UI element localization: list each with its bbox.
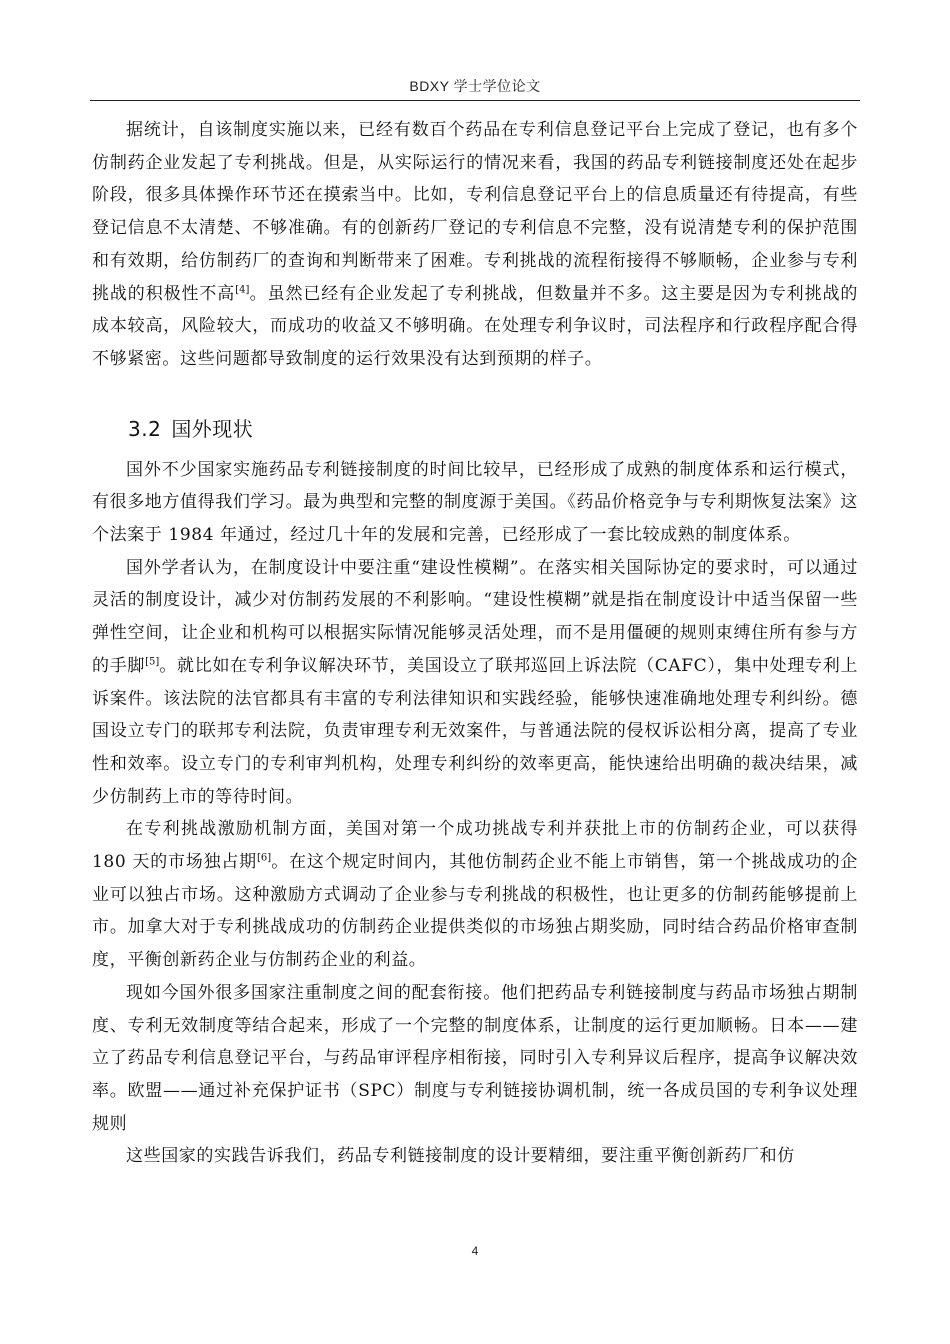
section-title: 国外现状 [171, 416, 254, 441]
section-number: 3.2 [128, 416, 162, 441]
paragraph-text: 这些国家的实践告诉我们，药品专利链接制度的设计要精细，要注重平衡创新药厂和仿 [126, 1146, 795, 1167]
paragraph-text: 现如今国外很多国家注重制度之间的配套衔接。他们把药品专利链接制度与药品市场独占期制度、专利无效制度等结合起来，形成了一个完整的制度体系，让制度的运行更加顺畅。日本——建立了药品专利信息登记平台，与药品审评程序相衔接，同时引入专利异议后程序，提高争议解决效率。欧盟——通过补充保护证书（SPC）制度与专利链接协调机制，统一各成员国的专利争议处理规则 [92, 982, 858, 1134]
section-heading [128, 414, 858, 444]
citation-marker: [5] [145, 656, 160, 668]
paragraph [92, 1140, 858, 1173]
paragraph [92, 454, 858, 552]
body-text [92, 114, 858, 1173]
paragraph [92, 977, 858, 1141]
paragraph [92, 114, 858, 376]
citation-marker: [4] [235, 283, 250, 295]
paragraph-text: 。虽然已经有企业发起了专利挑战，但数量并不多。这主要是因为专利挑战的成本较高，风险较大，而成功的收益又不够明确。在处理专利争议时，司法程序和行政程序配合得不够紧密。这些问题都导致制度的运行效果没有达到预期的样子。 [92, 283, 858, 369]
paragraph [92, 552, 858, 814]
paragraph-text: 在专利挑战激励机制方面，美国对第一个成功挑战专利并获批上市的仿制药企业，可以获得 180 天的市场独占期 [92, 819, 858, 873]
paragraph-text: 国外学者认为，在制度设计中要注重“建设性模糊”。在落实相关国际协定的要求时，可以通过灵活的制度设计，减少对仿制药发展的不利影响。“建设性模糊”就是指在制度设计中适当保留一些弹性空间，让企业和机构可以根据实际情况能够灵活处理，而不是用僵硬的规则束缚住所有参与方的手脚 [92, 557, 858, 676]
paragraph-text: 国外不少国家实施药品专利链接制度的时间比较早，已经形成了成熟的制度体系和运行模式，有很多地方值得我们学习。最为典型和完整的制度源于美国。《药品价格竞争与专利期恢复法案》这个法案于 1984 年通过，经过几十年的发展和完善，已经形成了一套比较成熟的制度体系。 [92, 459, 858, 546]
header-rule [90, 100, 860, 101]
paragraph-text: 。就比如在专利争议解决环节，美国设立了联邦巡回上诉法院（CAFC），集中处理专利上诉案件。该法院的法官都具有丰富的专利法律知识和实践经验，能够快速准确地处理专利纠纷。德国设立专门的联邦专利法院，负责审理专利无效案件，与普通法院的侵权诉讼相分离，提高了专业性和效率。设立专门的专利审判机构，处理专利纠纷的效率更高，能快速给出明确的裁决结果，减少仿制药上市的等待时间。 [92, 655, 858, 807]
paragraph-text: 。在这个规定时间内，其他仿制药企业不能上市销售，第一个挑战成功的企业可以独占市场。这种激励方式调动了企业参与专利挑战的积极性，也让更多的仿制药能够提前上市。加拿大对于专利挑战成功的仿制药企业提供类似的市场独占期奖励，同时结合药品价格审查制度，平衡创新药企业与仿制药企业的利益。 [92, 852, 858, 971]
page-number: 4 [471, 1244, 479, 1258]
paragraph [92, 813, 858, 977]
running-header: BDXY 学士学位论文 [409, 78, 541, 94]
citation-marker: [6] [256, 852, 272, 864]
paragraph-text: 据统计，自该制度实施以来，已经有数百个药品在专利信息登记平台上完成了登记，也有多个仿制药企业发起了专利挑战。但是，从实际运行的情况来看，我国的药品专利链接制度还处在起步阶段，很多具体操作环节还在摸索当中。比如，专利信息登记平台上的信息质量还有待提高，有些登记信息不太清楚、不够准确。有的创新药厂登记的专利信息不完整，没有说清楚专利的保护范围和有效期，给仿制药厂的查询和判断带来了困难。专利挑战的流程衔接得不够顺畅，企业参与专利挑战的积极性不高 [92, 120, 858, 304]
